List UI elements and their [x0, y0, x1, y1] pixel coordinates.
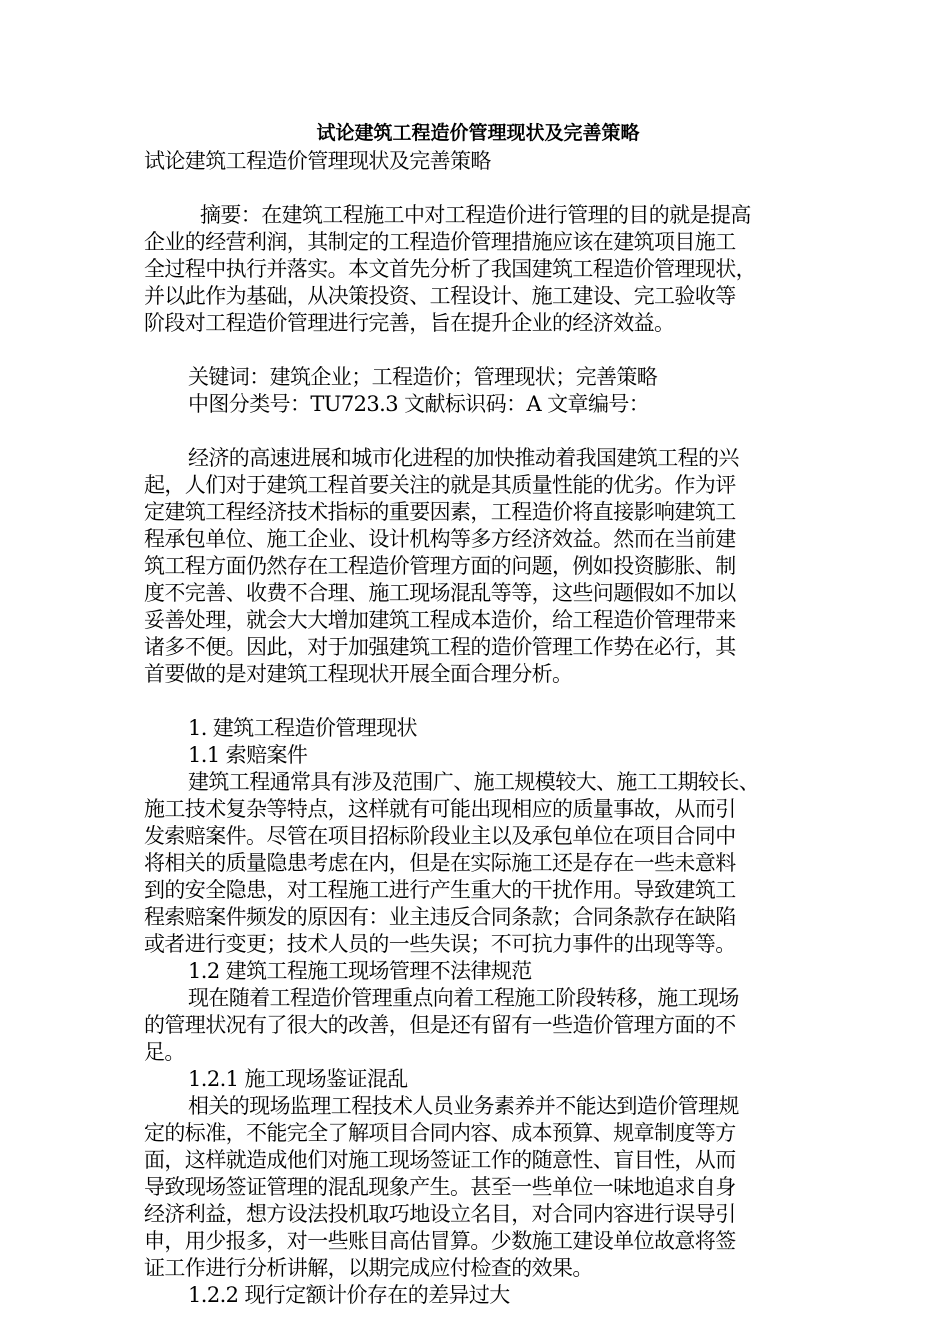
spacer	[144, 175, 812, 202]
document-subtitle: 试论建筑工程造价管理现状及完善策略	[144, 149, 491, 173]
section-heading: 1. 建筑工程造价管理现状	[188, 716, 417, 740]
abstract	[144, 202, 812, 337]
document-title: 试论建筑工程造价管理现状及完善策略	[316, 122, 640, 144]
intro-line: 度不完善、收费不合理、施工现场混乱等等，这些问题假如不加以	[144, 581, 736, 605]
abstract-line: 企业的经营利润，其制定的工程造价管理措施应该在建筑项目施工	[144, 230, 736, 254]
body-line: 或者进行变更；技术人员的一些失误；不可抗力事件的出现等等。	[144, 932, 736, 956]
subsubsection-heading: 1.2.2 现行定额计价存在的差异过大	[188, 1283, 510, 1307]
abstract-line: 摘要：在建筑工程施工中对工程造价进行管理的目的就是提高	[200, 203, 751, 227]
spacer	[144, 418, 812, 445]
intro-line: 经济的高速进展和城市化进程的加快推动着我国建筑工程的兴	[188, 446, 739, 470]
classification: 中图分类号：TU723.3 文献标识码：A 文章编号：	[188, 392, 650, 416]
body-line: 申，用少报多，对一些账目高估冒算。少数施工建设单位故意将签	[144, 1229, 736, 1253]
body-line: 施工技术复杂等特点，这样就有可能出现相应的质量事故，从而引	[144, 797, 736, 821]
spacer	[144, 688, 812, 715]
body-line: 经济利益，想方设法投机取巧地设立名目，对合同内容进行误导引	[144, 1202, 736, 1226]
intro-line: 定建筑工程经济技术指标的重要因素，工程造价将直接影响建筑工	[144, 500, 736, 524]
section-1-2-1-body	[144, 1093, 812, 1282]
keywords: 关键词：建筑企业；工程造价；管理现状；完善策略	[188, 365, 658, 389]
section-1-1-body	[144, 769, 812, 958]
body-line: 程索赔案件频发的原因有：业主违反合同条款；合同条款存在缺陷	[144, 905, 736, 929]
body-line: 导致现场签证管理的混乱现象产生。甚至一些单位一味地追求自身	[144, 1175, 736, 1199]
body-line: 建筑工程通常具有涉及范围广、施工规模较大、施工工期较长、	[188, 770, 760, 794]
body-line: 到的安全隐患，对工程施工进行产生重大的干扰作用。导致建筑工	[144, 878, 736, 902]
body-line: 现在随着工程造价管理重点向着工程施工阶段转移，施工现场	[188, 986, 739, 1010]
body-line: 证工作进行分析讲解，以期完成应付检查的效果。	[144, 1256, 593, 1280]
intro-line: 首要做的是对建筑工程现状开展全面合理分析。	[144, 662, 573, 686]
subsection-heading: 1.2 建筑工程施工现场管理不法律规范	[188, 959, 532, 983]
intro-line: 筑工程方面仍然存在工程造价管理方面的问题，例如投资膨胀、制	[144, 554, 736, 578]
subsection-heading: 1.1 索赔案件	[188, 743, 308, 767]
spacer	[144, 337, 812, 364]
document-page	[144, 118, 812, 1309]
body-line: 面，这样就造成他们对施工现场签证工作的随意性、盲目性，从而	[144, 1148, 736, 1172]
abstract-line: 阶段对工程造价管理进行完善，旨在提升企业的经济效益。	[144, 311, 675, 335]
body-line: 定的标准，不能完全了解项目合同内容、成本预算、规章制度等方	[144, 1121, 736, 1145]
subsubsection-heading: 1.2.1 施工现场鉴证混乱	[188, 1067, 408, 1091]
body-line: 相关的现场监理工程技术人员业务素养并不能达到造价管理规	[188, 1094, 739, 1118]
body-line: 足。	[144, 1040, 185, 1064]
abstract-line: 并以此作为基础，从决策投资、工程设计、施工建设、完工验收等	[144, 284, 736, 308]
body-line: 的管理状况有了很大的改善，但是还有留有一些造价管理方面的不	[144, 1013, 736, 1037]
intro-line: 诸多不便。因此，对于加强建筑工程的造价管理工作势在必行，其	[144, 635, 736, 659]
abstract-line: 全过程中执行并落实。本文首先分析了我国建筑工程造价管理现状，	[144, 257, 756, 281]
body-line: 发索赔案件。尽管在项目招标阶段业主以及承包单位在项目合同中	[144, 824, 736, 848]
intro-line: 程承包单位、施工企业、设计机构等多方经济效益。然而在当前建	[144, 527, 736, 551]
section-1-2-body	[144, 985, 812, 1066]
introduction	[144, 445, 812, 688]
intro-line: 起，人们对于建筑工程首要关注的就是其质量性能的优劣。作为评	[144, 473, 736, 497]
intro-line: 妥善处理，就会大大增加建筑工程成本造价，给工程造价管理带来	[144, 608, 736, 632]
body-line: 将相关的质量隐患考虑在内，但是在实际施工还是存在一些未意料	[144, 851, 736, 875]
